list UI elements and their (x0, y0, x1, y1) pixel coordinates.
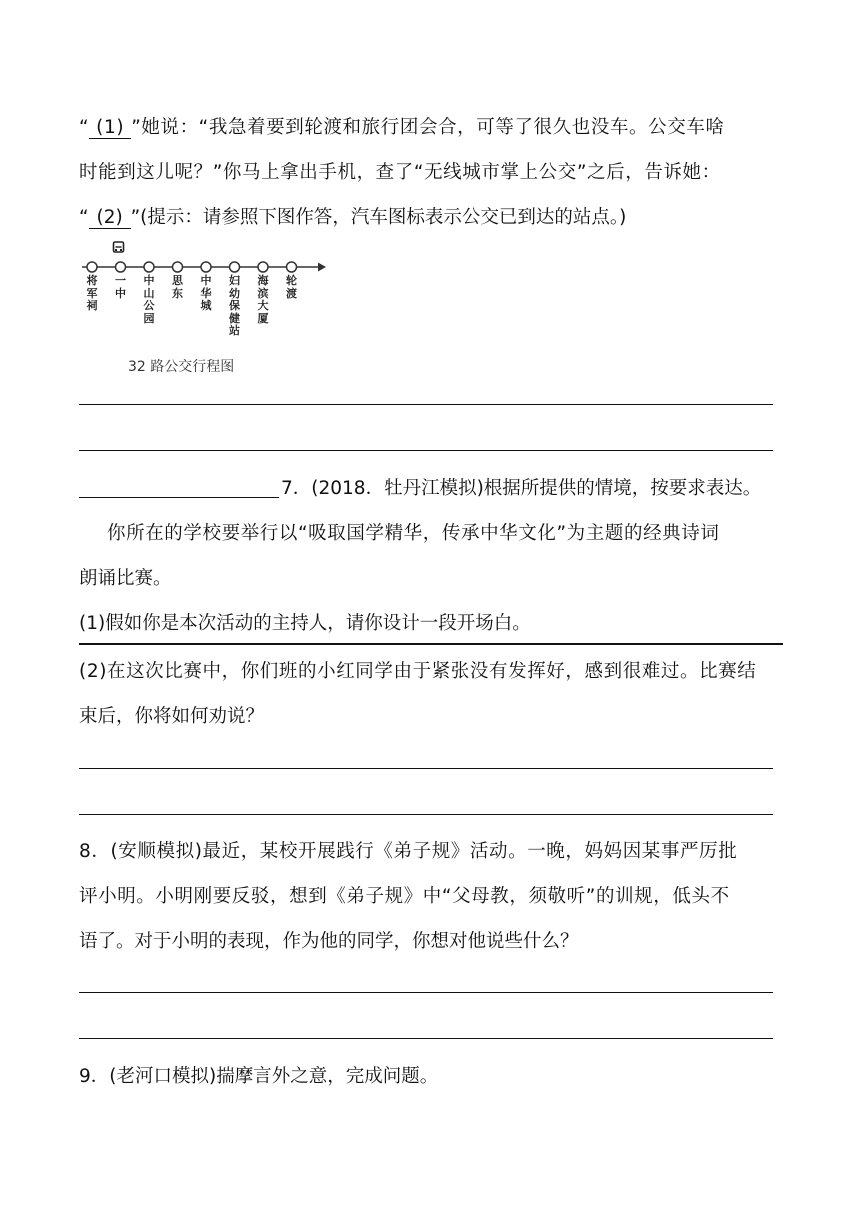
route-arrow-icon (318, 263, 326, 272)
q7-para-line-1: 你所在的学校要举行以“吸取国学精华，传承中华文化”为主题的经典诗词 (107, 523, 720, 544)
answer-line-thick[interactable] (79, 643, 783, 645)
answer-line[interactable] (79, 992, 773, 993)
q8-line-2: 评小明。小明刚要反驳，想到《弟子规》中“父母教，须敬听”的训规，低头不 (79, 886, 730, 907)
route-stop-label: 将 军 祠 (86, 274, 98, 312)
answer-line[interactable] (79, 450, 773, 451)
bus-icon (114, 242, 124, 252)
diagram-caption: 32 路公交行程图 (128, 359, 235, 375)
answer-blank-2[interactable]: (2) (89, 208, 131, 229)
route-stop-marker (230, 262, 240, 272)
route-stop-label: 中 华 城 (200, 274, 212, 312)
q7-header: 7．(2018．牡丹江模拟)根据所提供的情境，按要求表达。 (281, 478, 762, 499)
route-stop-marker (173, 262, 183, 272)
answer-line[interactable] (79, 768, 773, 769)
q6-line-2: 时能到这儿呢？”你马上拿出手机，查了“无线城市掌上公交”之后，告诉她： (79, 162, 721, 183)
answer-line[interactable] (79, 404, 773, 405)
route-stop-label: 思 东 (172, 274, 183, 300)
route-stop-label: 中 山 公 园 (143, 274, 155, 325)
q7-sub-2-line-1: (2)在这次比赛中，你们班的小红同学由于紧张没有发挥好，感到很难过。比赛结 (79, 661, 757, 682)
q7-sub-2-line-2: 束后，你将如何劝说？ (79, 706, 265, 727)
answer-line[interactable] (79, 1038, 773, 1039)
q8-line-1: 8．(安顺模拟)最近，某校开展践行《弟子规》活动。一晚，妈妈因某事严厉批 (79, 841, 738, 862)
route-stop-marker (144, 262, 154, 272)
answer-blank-1[interactable]: (1) (89, 118, 131, 139)
route-stop-label: 一 中 (115, 274, 126, 300)
route-stop-marker (116, 262, 126, 272)
q9-line-1: 9．(老河口模拟)揣摩言外之意，完成问题。 (79, 1066, 439, 1087)
q6-line-1: “ (1) ”她说：“我急着要到轮渡和旅行团会合，可等了很久也没车。公交车啥 (79, 117, 725, 138)
q7-sub-1: (1)假如你是本次活动的主持人，请你设计一段开场白。 (79, 613, 531, 634)
answer-line[interactable] (79, 814, 773, 815)
q7-header-line (79, 476, 783, 502)
route-stop-label: 妇 幼 保 健 站 (229, 274, 240, 337)
route-stop-marker (201, 262, 211, 272)
answer-line-short[interactable] (79, 497, 279, 498)
route-stop-marker (258, 262, 268, 272)
q7-para-line-2: 朗诵比赛。 (79, 568, 172, 589)
q6-line-3: “ (2) ”(提示：请参照下图作答，汽车图标表示公交已到达的站点。) (79, 207, 627, 228)
route-stop-label: 轮 渡 (286, 274, 297, 300)
route-stop-marker (287, 262, 297, 272)
q8-line-3: 语了。对于小明的表现，作为他的同学，你想对他说些什么？ (79, 931, 579, 952)
route-stop-label: 海 滨 大 厦 (257, 274, 269, 325)
route-stop-marker (87, 262, 97, 272)
